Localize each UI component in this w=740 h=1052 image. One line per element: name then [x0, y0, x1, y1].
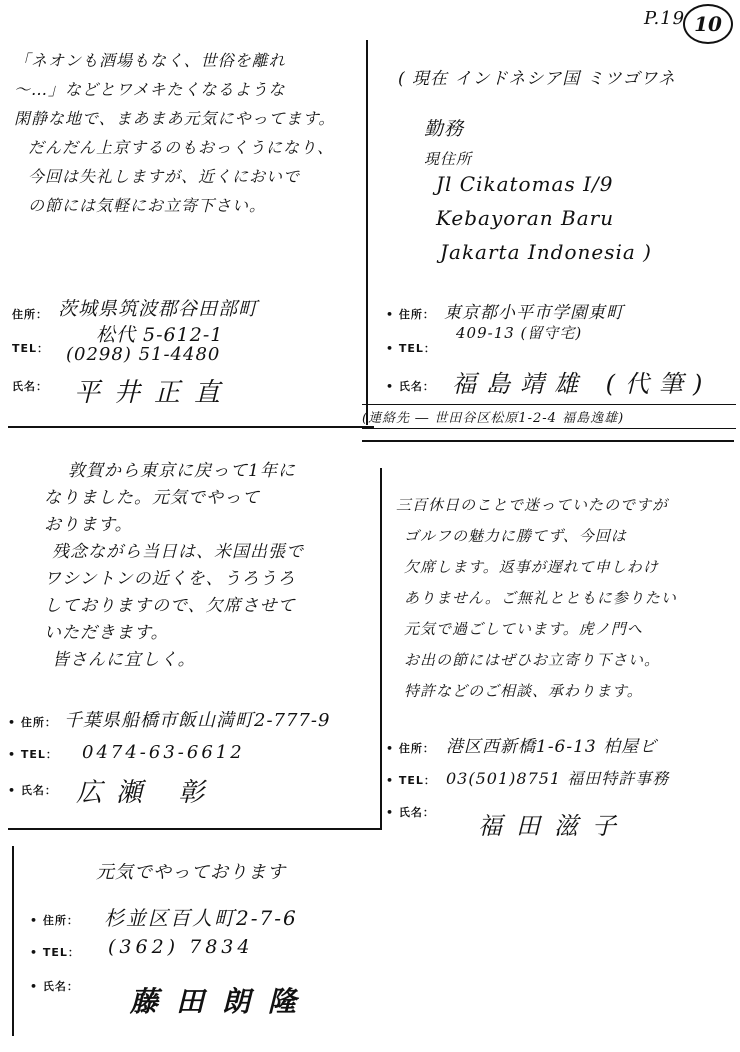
tel-value: 03(501)8751 福田特許事務	[446, 769, 670, 788]
page-circle-number: 10	[683, 4, 733, 44]
message-line: 〜…」などとワメキたくなるような	[14, 80, 286, 99]
message-line: 欠席します。返事が遅れて申しわけ	[404, 558, 659, 576]
divider-vertical-top	[366, 40, 368, 425]
card-message	[396, 490, 677, 707]
message-line: Jakarta Indonesia )	[440, 240, 652, 264]
divider-vertical-bottom	[12, 846, 14, 1036]
sender-name: 福島靖雄 (代筆)	[452, 370, 713, 398]
tel-value: (362) 7834	[108, 936, 254, 958]
card-message	[14, 46, 335, 220]
message-line: 皆さんに宜しく。	[52, 650, 196, 670]
message-line: Kebayoran Baru	[436, 206, 615, 230]
name-label: 氏名：	[12, 380, 48, 393]
name-label: • 氏名：	[30, 980, 79, 993]
message-line: 勤務	[424, 118, 465, 140]
divider-horizontal-upper-right	[362, 440, 734, 442]
message-line: 特許などのご相談、承わります。	[404, 682, 643, 700]
message-line: ありません。ご無礼とともに参りたい	[404, 589, 677, 607]
tel-label: • TEL：	[386, 342, 436, 355]
address-value: 杉並区百人町2-7-6	[104, 906, 298, 930]
message-line: 閑静な地で、まあまあ元気にやってます。	[14, 109, 336, 128]
tel-label: • TEL：	[386, 774, 436, 787]
address-value: 港区西新橋1-6-13 柏屋ビ	[446, 737, 658, 757]
address-value: 千葉県船橋市飯山満町2-777-9	[64, 710, 331, 731]
message-line: いただきます。	[44, 623, 169, 643]
message-line: 元気でやっております	[96, 862, 286, 883]
name-label: • 氏名：	[386, 380, 435, 393]
message-line: だんだん上京するのもおっくうになり、	[28, 138, 335, 157]
divider-vertical-middle	[380, 468, 382, 828]
address-label: 住所：	[12, 308, 48, 321]
message-line: 今回は失礼しますが、近くにおいで	[28, 167, 301, 186]
address-line: 東京都小平市学園東町	[444, 303, 624, 323]
message-line: 「ネオンも酒場もなく、世俗を離れ	[14, 51, 286, 70]
message-line: の節には気軽にお立寄下さい。	[28, 196, 267, 215]
message-line: 現住所	[424, 150, 473, 168]
message-line: ワシントンの近くを、うろうろ	[44, 569, 296, 589]
address-label: • 住所：	[30, 914, 79, 927]
tel-value: 0474-63-6612	[82, 742, 245, 763]
tel-label: TEL：	[12, 342, 50, 355]
address-label: • 住所：	[386, 742, 435, 755]
address-label: • 住所：	[386, 308, 435, 321]
message-line: 残念ながら当日は、米国出張で	[52, 542, 304, 562]
tel-label: • TEL：	[8, 748, 58, 761]
name-label: • 氏名：	[386, 806, 435, 819]
message-line: ( 現在 インドネシア国 ミツゴワネ	[398, 69, 676, 89]
message-line: Jl Cikatomas I/9	[436, 172, 614, 196]
tel-value: (0298) 51-4480	[66, 344, 221, 365]
message-line: 敦賀から東京に戻って1年に	[68, 461, 296, 481]
message-line: お出の節にはぜひお立寄り下さい。	[404, 651, 661, 669]
page-number: P.19	[644, 8, 686, 29]
message-line: 三百休日のことで迷っていたのですが	[396, 496, 669, 514]
sender-name: 福田滋子	[478, 812, 630, 840]
address-label: • 住所：	[8, 716, 57, 729]
sender-name: 平井正直	[74, 378, 235, 408]
divider-horizontal-lower	[8, 828, 382, 830]
card-message	[44, 458, 304, 674]
contact-note: (連絡先 ― 世田谷区松原1-2-4 福島逸雄)	[362, 404, 736, 429]
sender-name: 広瀬 彰	[76, 778, 219, 808]
sender-name: 藤田朗隆	[130, 985, 315, 1018]
tel-label: • TEL：	[30, 946, 80, 959]
message-line: しておりますので、欠席させて	[44, 596, 296, 616]
address-line: 松代 5-612-1	[96, 324, 224, 346]
message-line: おります。	[44, 515, 133, 535]
message-line: ゴルフの魅力に勝てず、今回は	[404, 527, 627, 545]
address-line: 409-13 (留守宅)	[456, 324, 583, 342]
divider-horizontal-upper	[8, 426, 374, 428]
message-line: なりました。元気でやって	[44, 488, 260, 508]
name-label: • 氏名：	[8, 784, 57, 797]
message-line: 元気で過ごしています。虎ノ門へ	[404, 620, 643, 638]
address-line: 茨城県筑波郡谷田部町	[58, 298, 259, 320]
